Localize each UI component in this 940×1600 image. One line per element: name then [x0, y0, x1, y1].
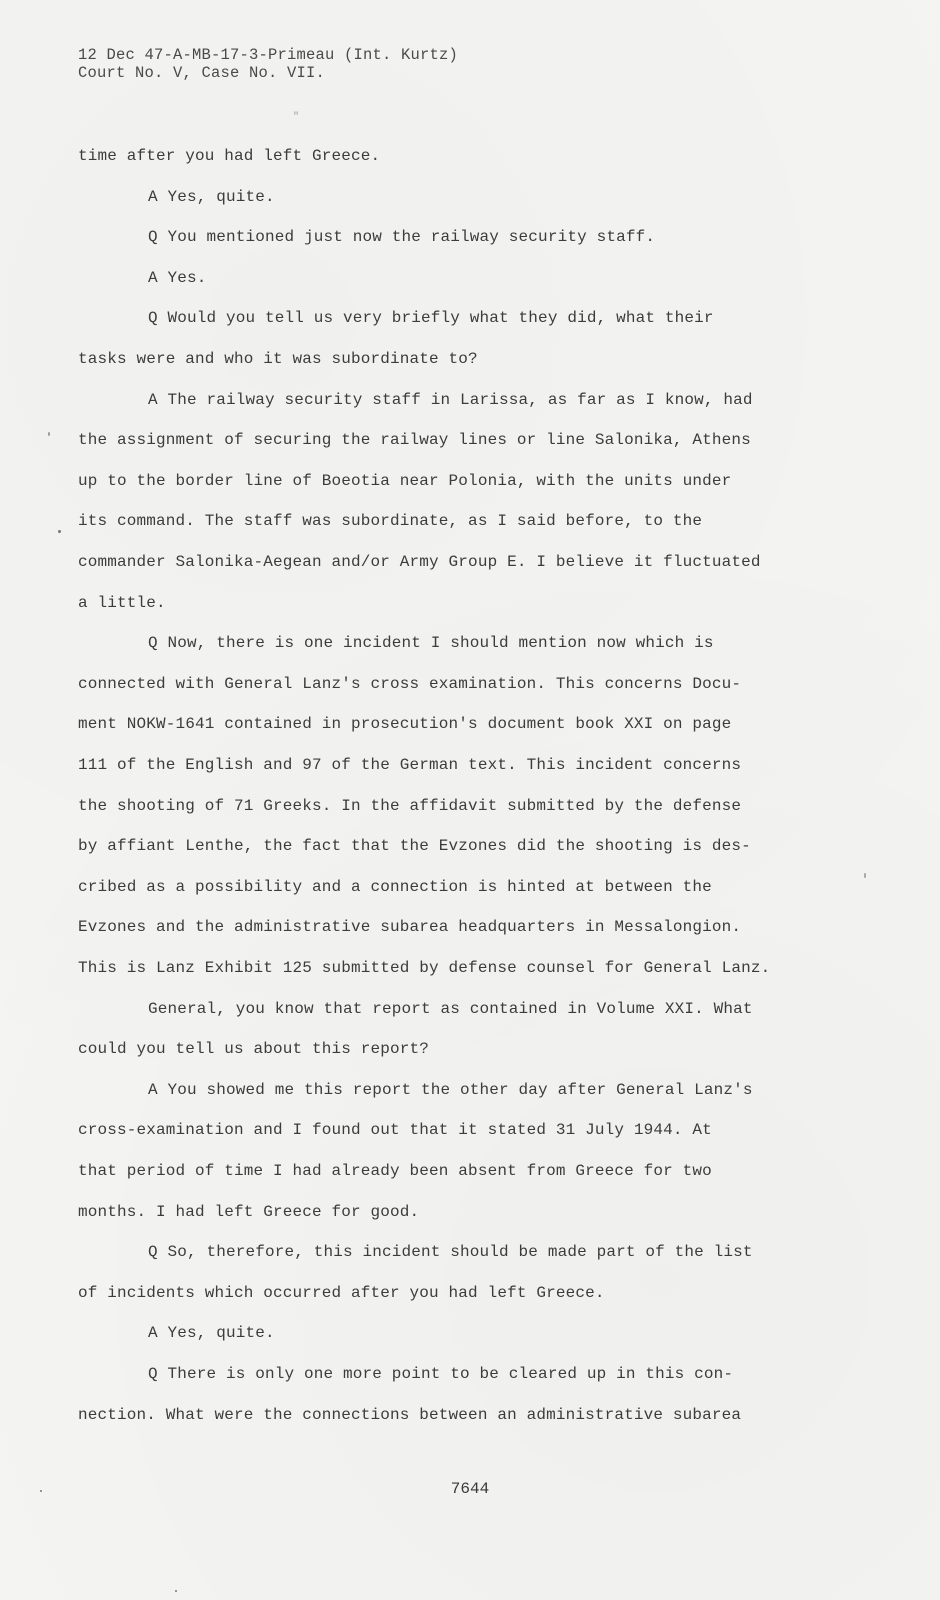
transcript-line: of incidents which occurred after you had left Greece. [78, 1283, 605, 1302]
transcript-line: Q Would you tell us very briefly what they did, what their [148, 309, 714, 328]
transcript-line: commander Salonika-Aegean and/or Army Group E. I believe it fluctuated [78, 553, 761, 571]
document-header [78, 46, 458, 82]
transcript-line: A Yes, quite. [148, 187, 275, 206]
scan-speck [48, 432, 50, 436]
transcript-line: the assignment of securing the railway lines or line Salonika, Athens [78, 431, 751, 450]
transcript-line: Q You mentioned just now the railway security staff. [148, 228, 656, 247]
transcript-line: its command. The staff was subordinate, as I said before, to the [78, 512, 703, 531]
transcript-line: connected with General Lanz's cross examination. This concerns Docu- [78, 674, 742, 693]
transcript-line: a little. [78, 593, 166, 612]
transcript-line: months. I had left Greece for good. [78, 1202, 420, 1221]
scan-speck [175, 1590, 177, 1592]
transcript-line: cross-examination and I found out that it stated 31 July 1944. At [78, 1121, 712, 1140]
transcript-line: that period of time I had already been absent from Greece for two [78, 1162, 712, 1180]
page-number: 7644 [450, 1480, 490, 1498]
transcript-line: This is Lanz Exhibit 125 submitted by defense counsel for General Lanz. [78, 959, 771, 977]
transcript-line: cribed as a possibility and a connection is hinted at between the [78, 877, 712, 896]
header-line-1: 12 Dec 47-A-MB-17-3-Primeau (Int. Kurtz) [78, 46, 459, 64]
transcript-line: tasks were and who it was subordinate to? [78, 350, 478, 368]
transcript-line: A Yes, quite. [148, 1324, 275, 1343]
scan-speck [864, 873, 866, 878]
transcript-line: A You showed me this report the other day after General Lanz's [148, 1080, 753, 1099]
transcript-line: up to the border line of Boeotia near Polonia, with the units under [78, 471, 732, 490]
transcript-line: Q So, therefore, this incident should be made part of the list [148, 1243, 753, 1262]
transcript-line: nection. What were the connections between an administrative subarea [78, 1405, 742, 1424]
transcript-line: Q There is only one more point to be cleared up in this con- [148, 1365, 734, 1383]
transcript-line: 111 of the English and 97 of the German text. This incident concerns [78, 756, 742, 774]
transcript-line: Q Now, there is one incident I should mention now which is [148, 634, 714, 653]
stray-mark: " [293, 112, 300, 123]
scan-speck [58, 530, 61, 533]
transcript-line: time after you had left Greece. [78, 147, 381, 165]
scan-speck [40, 1490, 42, 1492]
transcript-line: ment NOKW-1641 contained in prosecution's document book XXI on page [78, 715, 732, 734]
transcript-line: A Yes. [148, 268, 207, 287]
transcript-line: A The railway security staff in Larissa, as far as I know, had [148, 390, 753, 409]
transcript-line: could you tell us about this report? [78, 1040, 430, 1059]
transcript-line: Evzones and the administrative subarea headquarters in Messalongion. [78, 918, 742, 937]
header-line-2: Court No. V, Case No. VII. [78, 64, 326, 82]
transcript-line: the shooting of 71 Greeks. In the affidavit submitted by the defense [78, 796, 742, 815]
transcript-line: by affiant Lenthe, the fact that the Evzones did the shooting is des- [78, 837, 751, 856]
transcript-line: General, you know that report as contained in Volume XXI. What [148, 999, 753, 1018]
